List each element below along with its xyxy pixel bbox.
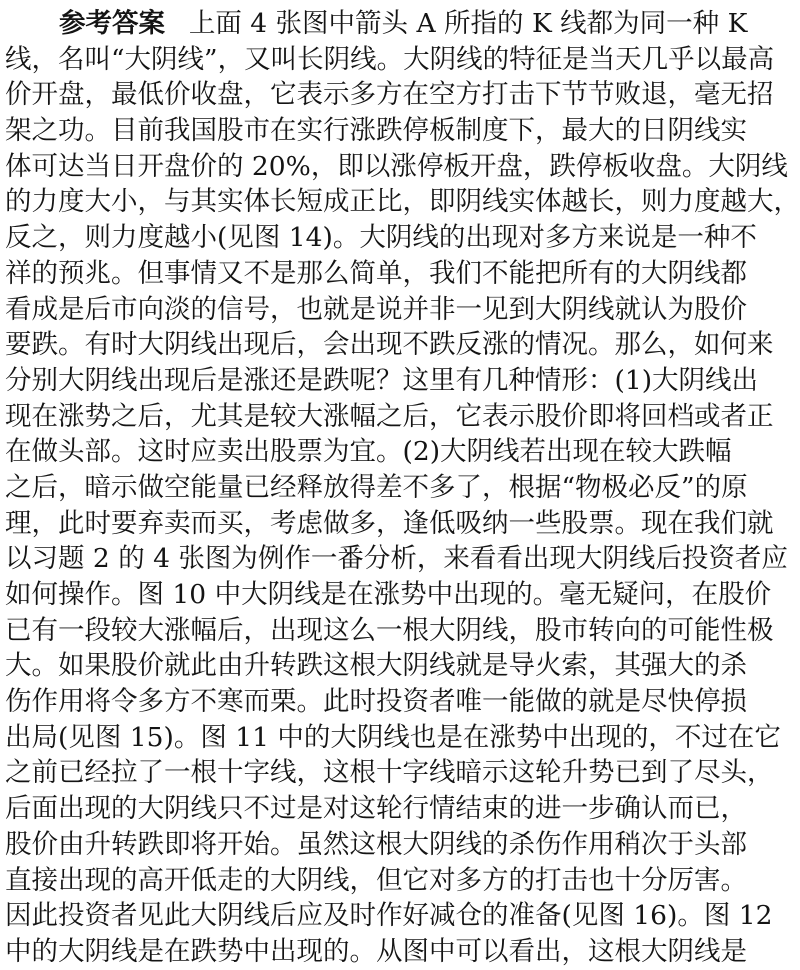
text-line: 祥的预兆。但事情又不是那么简单，我们不能把所有的大阴线都 [5, 257, 747, 289]
text-line: 以习题 2 的 4 张图为例作一番分析，来看看出现大阴线后投资者应 [5, 543, 788, 575]
text-line: 大。如果股价就此由升转跌这根大阴线就是导火索，其强大的杀 [5, 650, 747, 682]
text-line: 反之，则力度越小(见图 14)。大阴线的出现对多方来说是一种不 [5, 222, 757, 254]
text-line: 体可达当日开盘价的 20%，即以涨停板开盘，跌停板收盘。大阴线 [5, 150, 788, 182]
text-line: 线，名叫“大阴线”，又叫长阴线。大阴线的特征是当天几乎以最高 [5, 43, 775, 75]
text-line: 股价由升转跌即将开始。虽然这根大阴线的杀伤作用稍次于头部 [5, 828, 747, 860]
text-line: 在做头部。这时应卖出股票为宜。(2)大阴线若出现在较大跌幅 [5, 436, 732, 468]
text-line: 已有一段较大涨幅后，出现这么一根大阴线，股市转向的可能性极 [5, 614, 774, 646]
text-line: 直接出现的高开低走的大阴线，但它对多方的打击也十分厉害。 [5, 864, 747, 896]
text-line: 出局(见图 15)。图 11 中的大阴线也是在涨势中出现的，不过在它 [5, 721, 781, 753]
text-line [5, 6, 748, 42]
text-line: 后面出现的大阴线只不过是对这轮行情结束的进一步确认而已， [5, 793, 747, 825]
text-line: 现在涨势之后，尤其是较大涨幅之后，它表示股价即将回档或者正 [5, 400, 774, 432]
text-line: 因此投资者见此大阴线后应及时作好减仓的准备(见图 16)。图 12 [5, 900, 773, 932]
text-line: 理，此时要弃卖而买，考虑做多，逢低吸纳一些股票。现在我们就 [5, 507, 774, 539]
text-line-content: 上面 4 张图中箭头 A 所指的 K 线都为同一种 K [188, 8, 748, 39]
text-line: 的力度大小，与其实体长短成正比，即阴线实体越长，则力度越大， [5, 186, 800, 218]
text-line: 伤作用将令多方不寒而栗。此时投资者唯一能做的就是尽快停损 [5, 686, 747, 718]
text-line: 看成是后市向淡的信号，也就是说并非一见到大阴线就认为股价 [5, 293, 747, 325]
text-line: 如何操作。图 10 中大阴线是在涨势中出现的。毫无疑问，在股价 [5, 579, 772, 610]
text-line: 之前已经拉了一根十字线，这根十字线暗示这轮升势已到了尽头， [5, 757, 774, 789]
text-line: 架之功。目前我国股市在实行涨跌停板制度下，最大的日阴线实 [5, 115, 747, 147]
text-line: 中的大阴线是在跌势中出现的。从图中可以看出，这根大阴线是 [5, 935, 747, 967]
answer-label: 参考答案 [59, 8, 165, 39]
text-line: 之后，暗示做空能量已经释放得差不多了，根据“物极必反”的原 [5, 471, 748, 503]
text-line: 分别大阴线出现后是涨还是跌呢？这里有几种情形：(1)大阴线出 [5, 364, 759, 396]
text-line: 要跌。有时大阴线出现后，会出现不跌反涨的情况。那么，如何来 [5, 329, 774, 361]
text-line: 价开盘，最低价收盘，它表示多方在空方打击下节节败退，毫无招 [5, 79, 774, 111]
